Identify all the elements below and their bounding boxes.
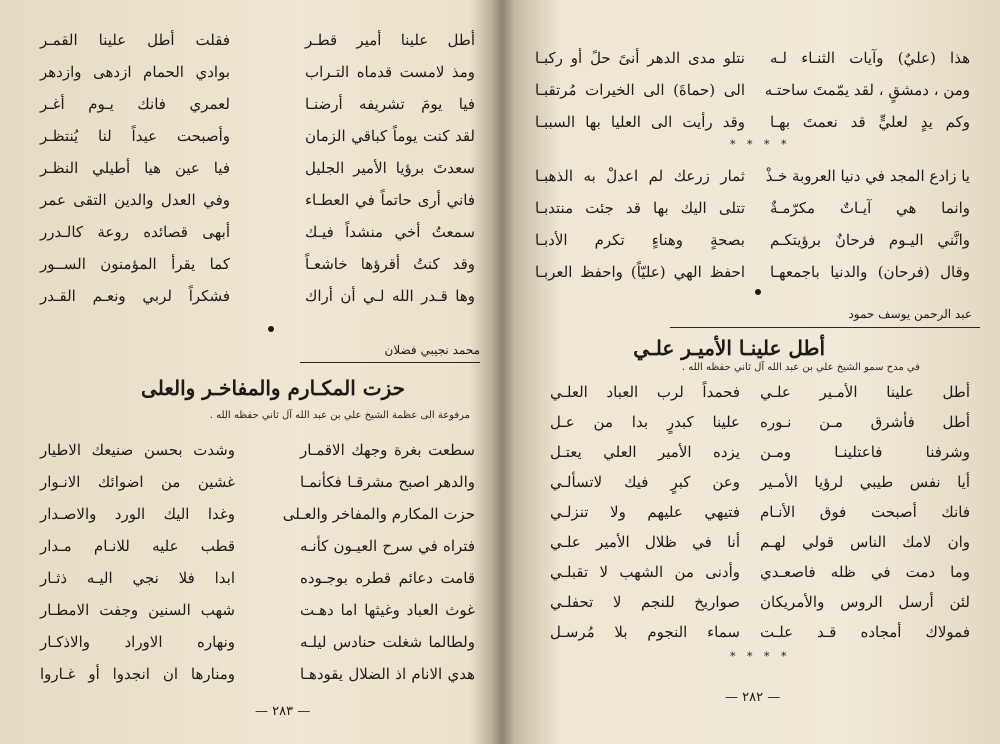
poem2-subtitle: مرفوعة الى عظمة الشيخ علي بن عبد الله آل ثاني حفظه الله . xyxy=(209,410,470,421)
poem3-title: أطل علينـا الأميـر علـي xyxy=(633,336,825,360)
verse-line: قطب عليه للانـام مـدار xyxy=(40,537,235,555)
verse-line: بصحةٍ وهناءٍ تكرم الأدبـا xyxy=(535,231,745,249)
verse-line: حزت المكارم والمفاخر والعـلى xyxy=(282,505,475,523)
author-underline xyxy=(670,327,980,328)
verse-line: وها قـدر الله لـي أن أراك xyxy=(305,287,475,305)
verse-line: أطل علينا أمير قطـر xyxy=(305,31,475,49)
verse-line: وعن كبرٍ فيك لاتسألـي xyxy=(550,473,740,491)
verse-line: فتيهي عليهم ولا تنزلـي xyxy=(550,503,740,521)
verse-line: ونهاره الاوراد والاذكـار xyxy=(40,633,235,651)
verse-line: تتلى اليك بها قد جئت منتدبـا xyxy=(535,199,745,217)
verse-line: قامت دعائم قطره بوجـوده xyxy=(300,569,475,587)
verse-line: سمعتُ أخي منشداً فيـك xyxy=(305,223,475,241)
poem3-subtitle: في مدح سمو الشيخ علي بن عبد الله آل ثاني حفظه الله . xyxy=(681,362,920,373)
poem2-title: حزت المكـارم والمفاخـر والعلى xyxy=(141,376,405,400)
verse-line: وقال (فرحان) والدنيا باجمعهـا xyxy=(770,263,970,281)
verse-line: ومن ، دمشقٍ ، لقد يمّمتَ ساحتـه xyxy=(764,81,970,99)
verse-line: شهب السنين وجفت الامطـار xyxy=(40,601,235,619)
verse-line: لقد كنت يوماً كباقي الزمان xyxy=(305,127,475,145)
verse-line: لعمري فانك يـوم أغـر xyxy=(40,95,230,113)
verse-line: فحمداً لرب العباد العلـي xyxy=(550,383,740,401)
verse-line: وغدا اليك الورد والاصـدار xyxy=(40,505,235,523)
verse-line: فيا يومَ تشريفه أرضنـا xyxy=(305,95,475,113)
verse-line: ومنارها ان انجدوا أو غـاروا xyxy=(40,665,235,683)
verse-line: ابدا فلا نجي اليـه ذثـار xyxy=(40,569,235,587)
verse-line: وكم يدٍ لعليٍّ قد نعمتَ بهـا xyxy=(770,113,970,131)
verse-line: يزده الأمير العلي يعتـل xyxy=(550,443,740,461)
verse-line: سماء النجوم بلا مُرسـل xyxy=(550,623,740,641)
author-underline xyxy=(300,362,480,363)
verse-line: احفظ الهي (عليّاً) واحفظ العربـا xyxy=(535,263,745,281)
right-page xyxy=(520,0,1000,744)
verse-line: أنا في ظلال الأمير علـي xyxy=(550,533,740,551)
verse-line: وقد كنتُ أقرؤها خاشعـاً xyxy=(305,255,475,273)
verse-line: يا زادع المجد في دنيا العروبة خـذْ xyxy=(765,167,970,185)
separator-dot xyxy=(268,326,274,332)
verse-line: نتلو مدى الدهر أنىً حلً أو ركبـا xyxy=(535,49,745,67)
verse-line: فمولاك أمجاده قـد علـت xyxy=(760,623,970,641)
verse-line: أبهى قصائده روعة كالـدرر xyxy=(40,223,230,241)
poem3-author: عبد الرحمن يوسف حمود xyxy=(848,307,972,321)
verse-line: والدهر اصبح مشرقـا فكأنمـا xyxy=(300,473,475,491)
verse-line: وقد رأيت الى العليا بها السببـا xyxy=(535,113,745,131)
verse-line: هدي الانام اذ الضلال يقودهـا xyxy=(300,665,475,683)
verse-line: لئن أرسل الروس والأمريكان xyxy=(760,593,970,611)
separator-dot xyxy=(755,289,761,295)
verse-line: صواريخ للنجم لا تحفلـي xyxy=(550,593,740,611)
verse-line: فيا عين هيا أطيلي النظـر xyxy=(40,159,230,177)
section-stars: * * * * xyxy=(730,138,791,151)
verse-line: ثمار زرعك لم اعدلْ به الذهبـا xyxy=(535,167,745,185)
verse-line: ومذ لامست قدماه التـراب xyxy=(305,63,475,81)
verse-line: غشين من اضوائك الانـوار xyxy=(40,473,235,491)
verse-line: وانَّني اليـوم فرحانٌ برؤيتكـم xyxy=(770,231,970,249)
verse-line: أطل فأشرق مـن نـوره xyxy=(760,413,970,431)
verse-line: الى (حماةَ) الى الخيرات مُرتقبـا xyxy=(535,81,745,99)
verse-line: وأدنى من الشهب لا تقبلـي xyxy=(550,563,740,581)
verse-line: بوادي الحمام ازدهى وازدهر xyxy=(40,63,230,81)
verse-line: وانما هي آيـاتٌ مكرّمـةٌ xyxy=(770,199,970,217)
verse-line: وشدت بحسن صنيعك الاطيار xyxy=(40,441,235,459)
verse-line: وأصبحت عيداً لنا يُنتظـر xyxy=(40,127,230,145)
verse-line: وان لامك الناس قولي لهـم xyxy=(760,533,970,551)
verse-line: فتراه في سرح العيـون كأنـه xyxy=(300,537,475,555)
verse-line: فشكراً لربي ونعـم القـدر xyxy=(40,287,230,305)
verse-line: وما دمت في ظله فاصعـدي xyxy=(760,563,970,581)
section-stars: * * * * xyxy=(730,650,791,663)
page-number: — ٢٨٢ — xyxy=(725,690,781,705)
verse-line: أطل علينا الأمـير علـي xyxy=(760,383,970,401)
verse-line: أيا نفس طيبي لرؤيا الأمـير xyxy=(760,473,970,491)
verse-line: فانك أصبحت فوق الأنـام xyxy=(760,503,970,521)
verse-line: فقلت أطل علينا القمـر xyxy=(40,31,230,49)
verse-line: علينا كبدرٍ بدا من عـل xyxy=(550,413,740,431)
verse-line: ولطالما شغلت حنادس ليلـه xyxy=(300,633,475,651)
verse-line: وشرفنا فاعتلينـا ومـن xyxy=(760,443,970,461)
verse-line: وفي العدل والدين التقى عمر xyxy=(40,191,230,209)
verse-line: سطعت بغرة وجهك الاقمـار xyxy=(300,441,475,459)
verse-line: فاني أرى حاتماً في العطـاء xyxy=(305,191,475,209)
verse-line: هذا (عليٌ) وآيات الثنـاء لـه xyxy=(770,49,970,67)
verse-line: سعدتَ برؤيا الأمير الجليل xyxy=(305,159,475,177)
page-number: — ٢٨٣ — xyxy=(255,704,311,719)
poem2-author: محمد نجيبي فضلان xyxy=(384,343,480,357)
verse-line: كما يقرأ المؤمنون الســور xyxy=(40,255,230,273)
verse-line: غوث العباد وغيثها اما دهـت xyxy=(300,601,475,619)
